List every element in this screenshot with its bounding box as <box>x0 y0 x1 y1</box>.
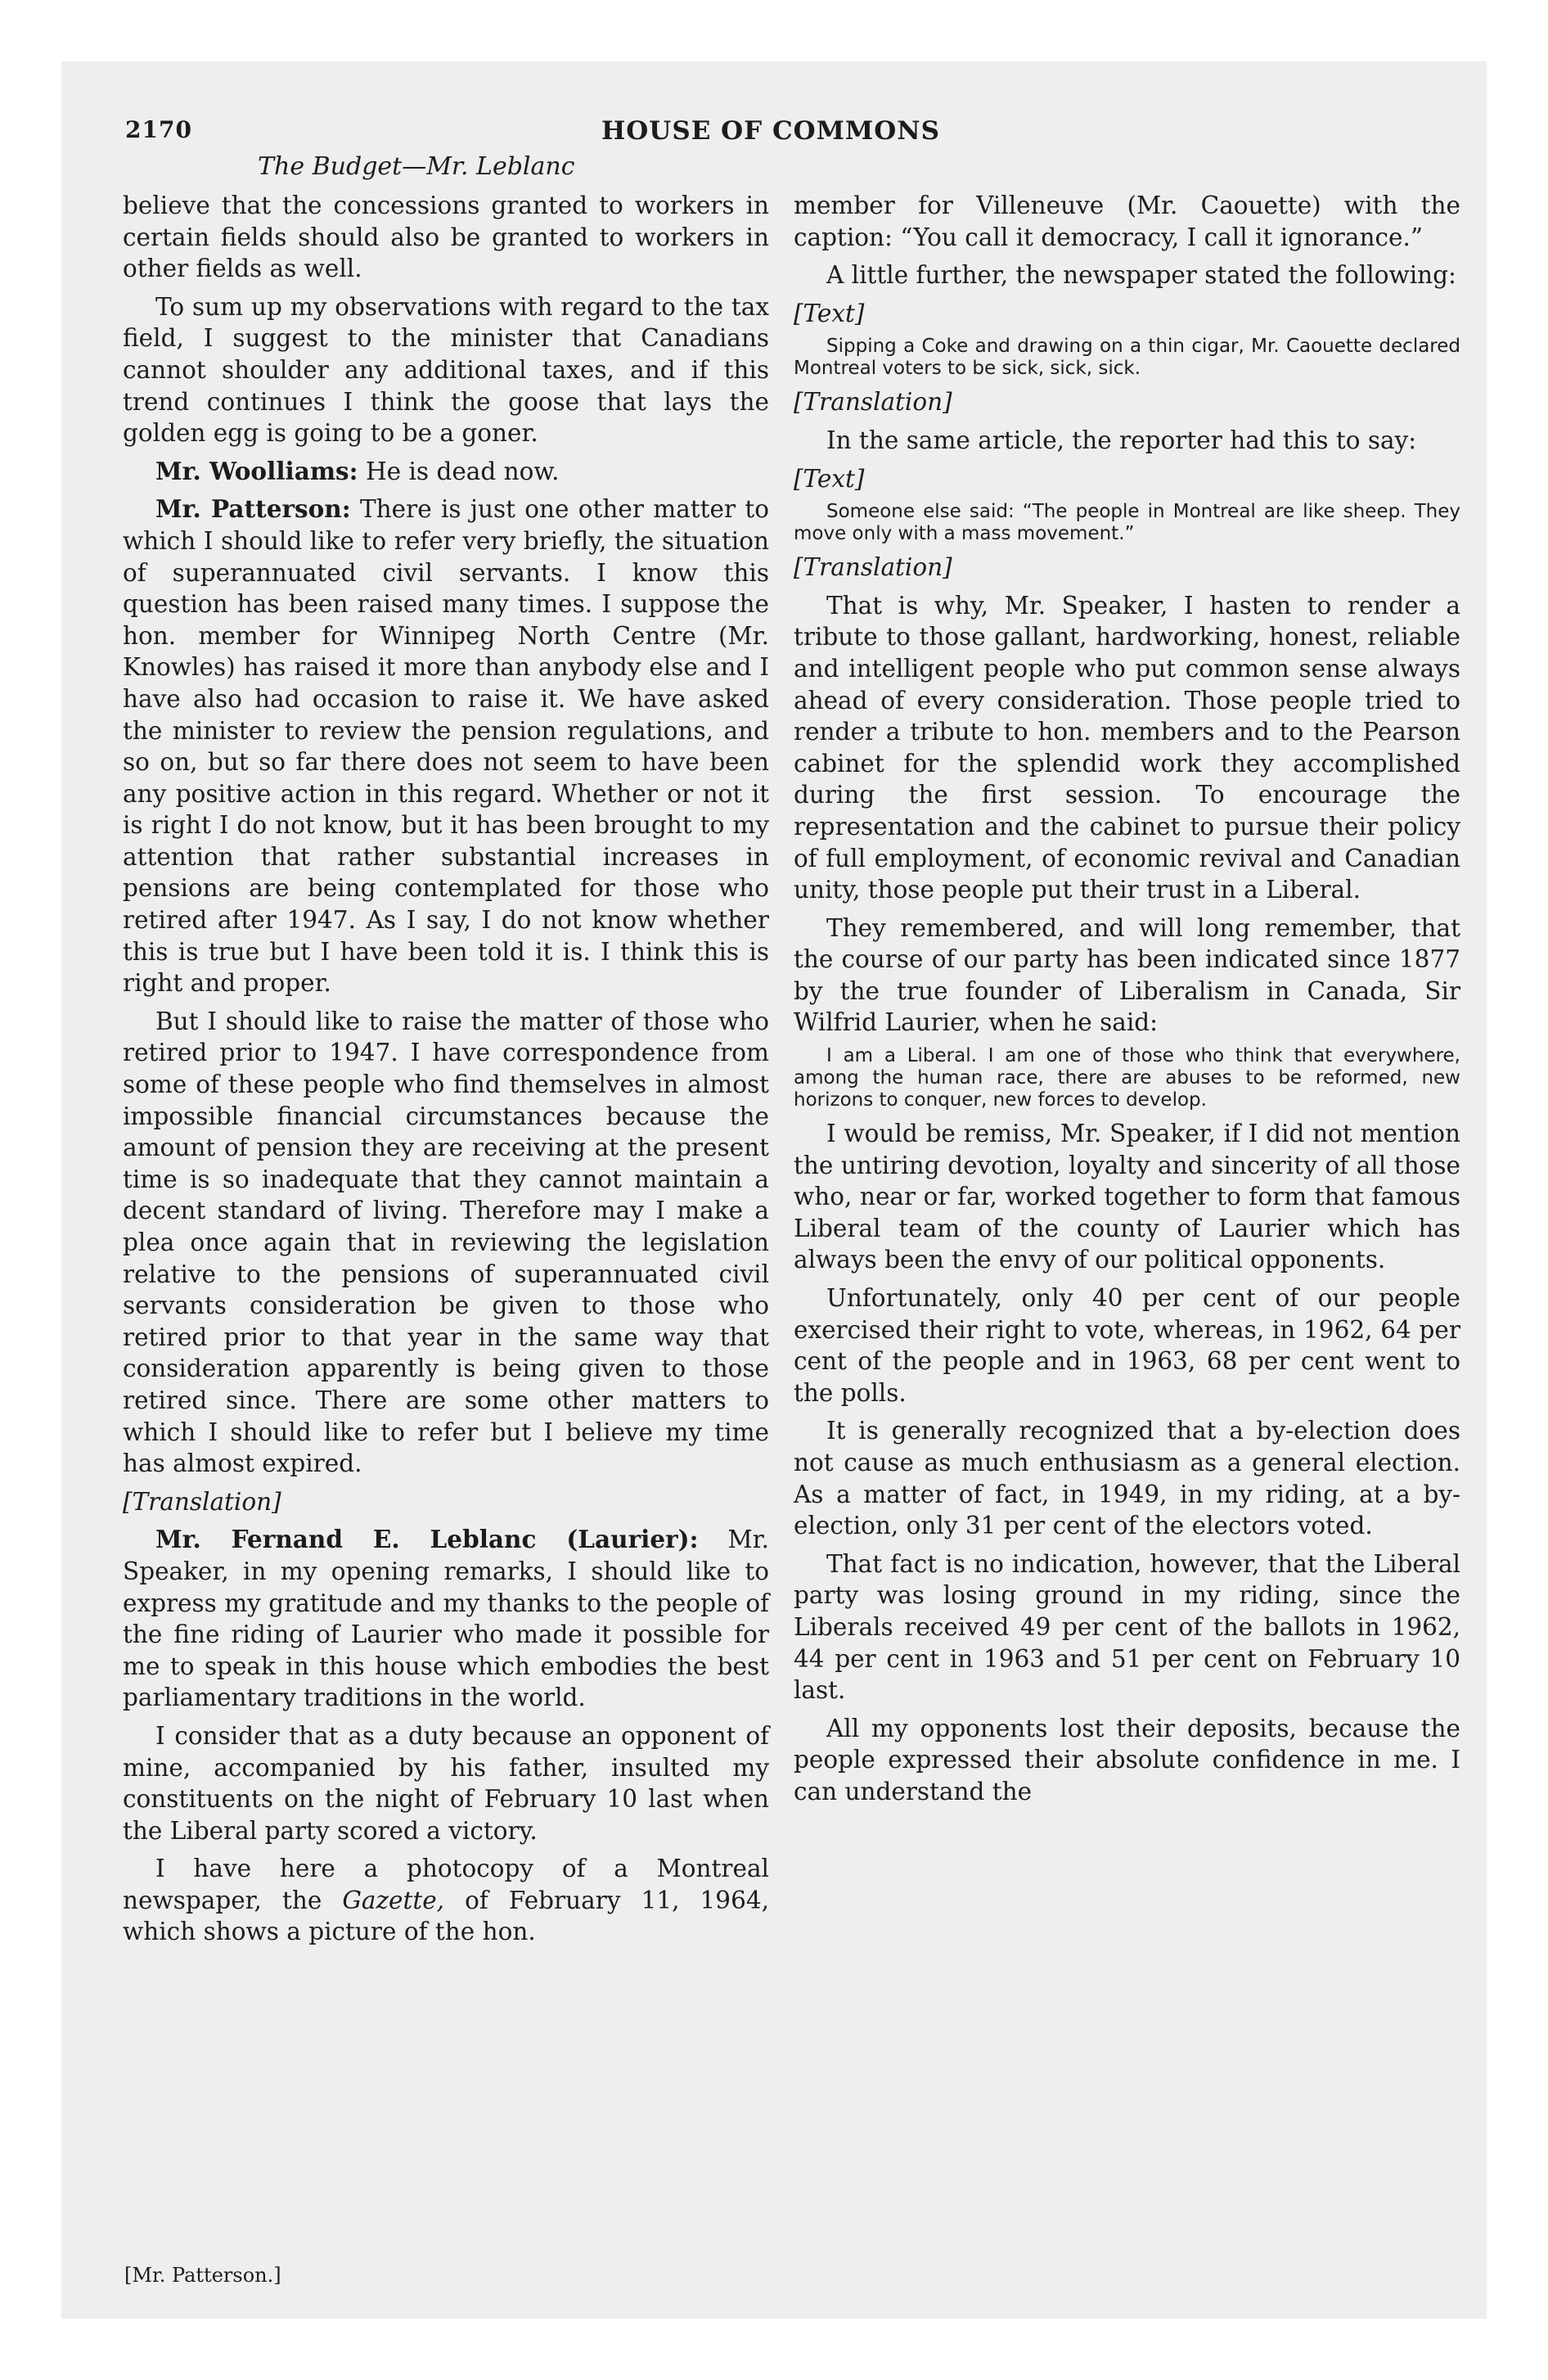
paragraph: They remembered, and will long remember, that the course of our party has been indicated since 1877 by the true founder of Liberalism in Canada, Sir Wilfrid Laurier, when he said: <box>794 913 1460 1037</box>
text-label: [Text] <box>794 299 865 327</box>
speech <box>123 494 769 999</box>
speaker-name: Mr. Patterson: <box>155 494 351 524</box>
paragraph: That fact is no indication, however, that the Liberal party was losing ground in my riding, since the Liberals received 49 per cent of the ballots in 1962, 44 per cent in 1963 and 51 per cent on February 10 last. <box>794 1549 1460 1705</box>
paragraph <box>123 1853 769 1948</box>
newspaper-title: Gazette, <box>342 1886 445 1914</box>
block-quote: Sipping a Coke and drawing on a thin cigar, Mr. Caouette declared Montreal voters to be sick, sick, sick. <box>794 336 1460 380</box>
speech-text: Mr. Speaker, in my opening remarks, I should like to express my gratitude and my thanks to the people of the fine riding of Laurier who made it possible for me to speak in this house which embodies the best parliamentary traditions in the world. <box>123 1526 769 1712</box>
paragraph: A little further, the newspaper stated the following: <box>826 261 1456 290</box>
running-subtitle: The Budget—Mr. Leblanc <box>258 152 575 181</box>
paragraph: believe that the concessions granted to workers in certain fields should also be granted to workers in other fields as well. <box>123 192 769 283</box>
paragraph: But I should like to raise the matter of those who retired prior to 1947. I have correspondence from some of these people who find themselves in almost impossible financial circumstances because the amount of pension they are receiving at the present time is so inadequate that they cannot maintain a decent standard of living. Therefore may I make a plea once again that in reviewing the legislation relative to the pensions of superannuated civil servants consideration be given to those who retired prior to that year in the same way that consideration apparently is being given to those retired since. There are some other matters to which I should like to refer but I believe my time has almost expired. <box>123 1007 769 1478</box>
paragraph: All my opponents lost their deposits, because the people expressed their absolute confidence in me. I can understand the <box>794 1714 1460 1805</box>
page-number: 2170 <box>125 116 192 143</box>
paragraph: That is why, Mr. Speaker, I hasten to render a tribute to those gallant, hardworking, honest, reliable and intelligent people who put common sense always ahead of every consideration. Those people tried to render a tribute to hon. members and to the Pearson cabinet for the splendid work they accomplished during the first session. To encourage the representation and the cabinet to pursue their policy of full employment, of economic revival and Canadian unity, those people put their trust in a Liberal. <box>794 591 1460 904</box>
paragraph: I consider that as a duty because an opponent of mine, accompanied by his father, insulted my constituents on the night of February 10 last when the Liberal party scored a victory. <box>123 1721 769 1845</box>
paragraph: member for Villeneuve (Mr. Caouette) with the caption: “You call it democracy, I call it ignorance.” <box>794 192 1460 251</box>
speaker-name: Mr. Woolliams: <box>155 456 358 485</box>
paragraph: In the same article, the reporter had this to say: <box>826 426 1417 454</box>
translation-label: [Translation] <box>794 388 952 417</box>
paragraph: I would be remiss, Mr. Speaker, if I did not mention the untiring devotion, loyalty and sincerity of all those who, near or far, worked together to form that famous Liberal team of the county of Laurier which has always been the envy of our political opponents. <box>794 1120 1460 1274</box>
block-quote: Someone else said: “The people in Montreal are like sheep. They move only with a mass movement.” <box>794 501 1460 545</box>
page-header <box>61 116 1487 181</box>
speech <box>123 1524 769 1714</box>
left-column <box>123 190 769 1954</box>
speaker-name: Mr. Fernand E. Leblanc (Laurier): <box>155 1525 699 1554</box>
paragraph: To sum up my observations with regard to the tax field, I suggest to the minister that Canadians cannot shoulder any additional taxes, and if this trend continues I think the goose that lays the golden egg is going to be a goner. <box>123 292 769 448</box>
paragraph: Unfortunately, only 40 per cent of our people exercised their right to vote, whereas, in 1962, 64 per cent of the people and in 1963, 68 per cent went to the polls. <box>794 1284 1460 1407</box>
paragraph: It is generally recognized that a by-election does not cause as much enthusiasm as a general election. As a matter of fact, in 1949, in my riding, at a by-election, only 31 per cent of the electors voted. <box>794 1417 1460 1540</box>
right-column <box>794 190 1460 1814</box>
text-run: I have here a photocopy of a Montreal newspaper, the <box>123 1855 769 1914</box>
translation-label: [Translation] <box>794 553 952 582</box>
speech <box>123 456 769 488</box>
text-label: [Text] <box>794 464 865 493</box>
footer-speaker-note: [Mr. Patterson.] <box>124 2264 281 2287</box>
block-quote: I am a Liberal. I am one of those who think that everywhere, among the human race, there are abuses to be reformed, new horizons to conquer, new forces to develop. <box>794 1045 1460 1111</box>
speech-text: There is just one other matter to which I should like to refer very briefly, the situation of superannuated civil servants. I know this question has been raised many times. I suppose the hon. member for Winnipeg North Centre (Mr. Knowles) has raised it more than anybody else and I have also had occasion to raise it. We have asked the minister to review the pension regulations, and so on, but so far there does not seem to have been any positive action in this regard. Whether or not it is right I do not know, but it has been brought to my attention that rather substantial increases in pensions are being contemplated for those who retired after 1947. As I say, I do not know whether this is true but I have been told it is. I think this is right and proper. <box>123 495 769 998</box>
translation-label: [Translation] <box>123 1487 281 1516</box>
text-run: of February 11, 1964, which shows a picture of the hon. <box>123 1886 769 1946</box>
speech-text: He is dead now. <box>358 457 560 485</box>
page-title: HOUSE OF COMMONS <box>601 116 940 146</box>
